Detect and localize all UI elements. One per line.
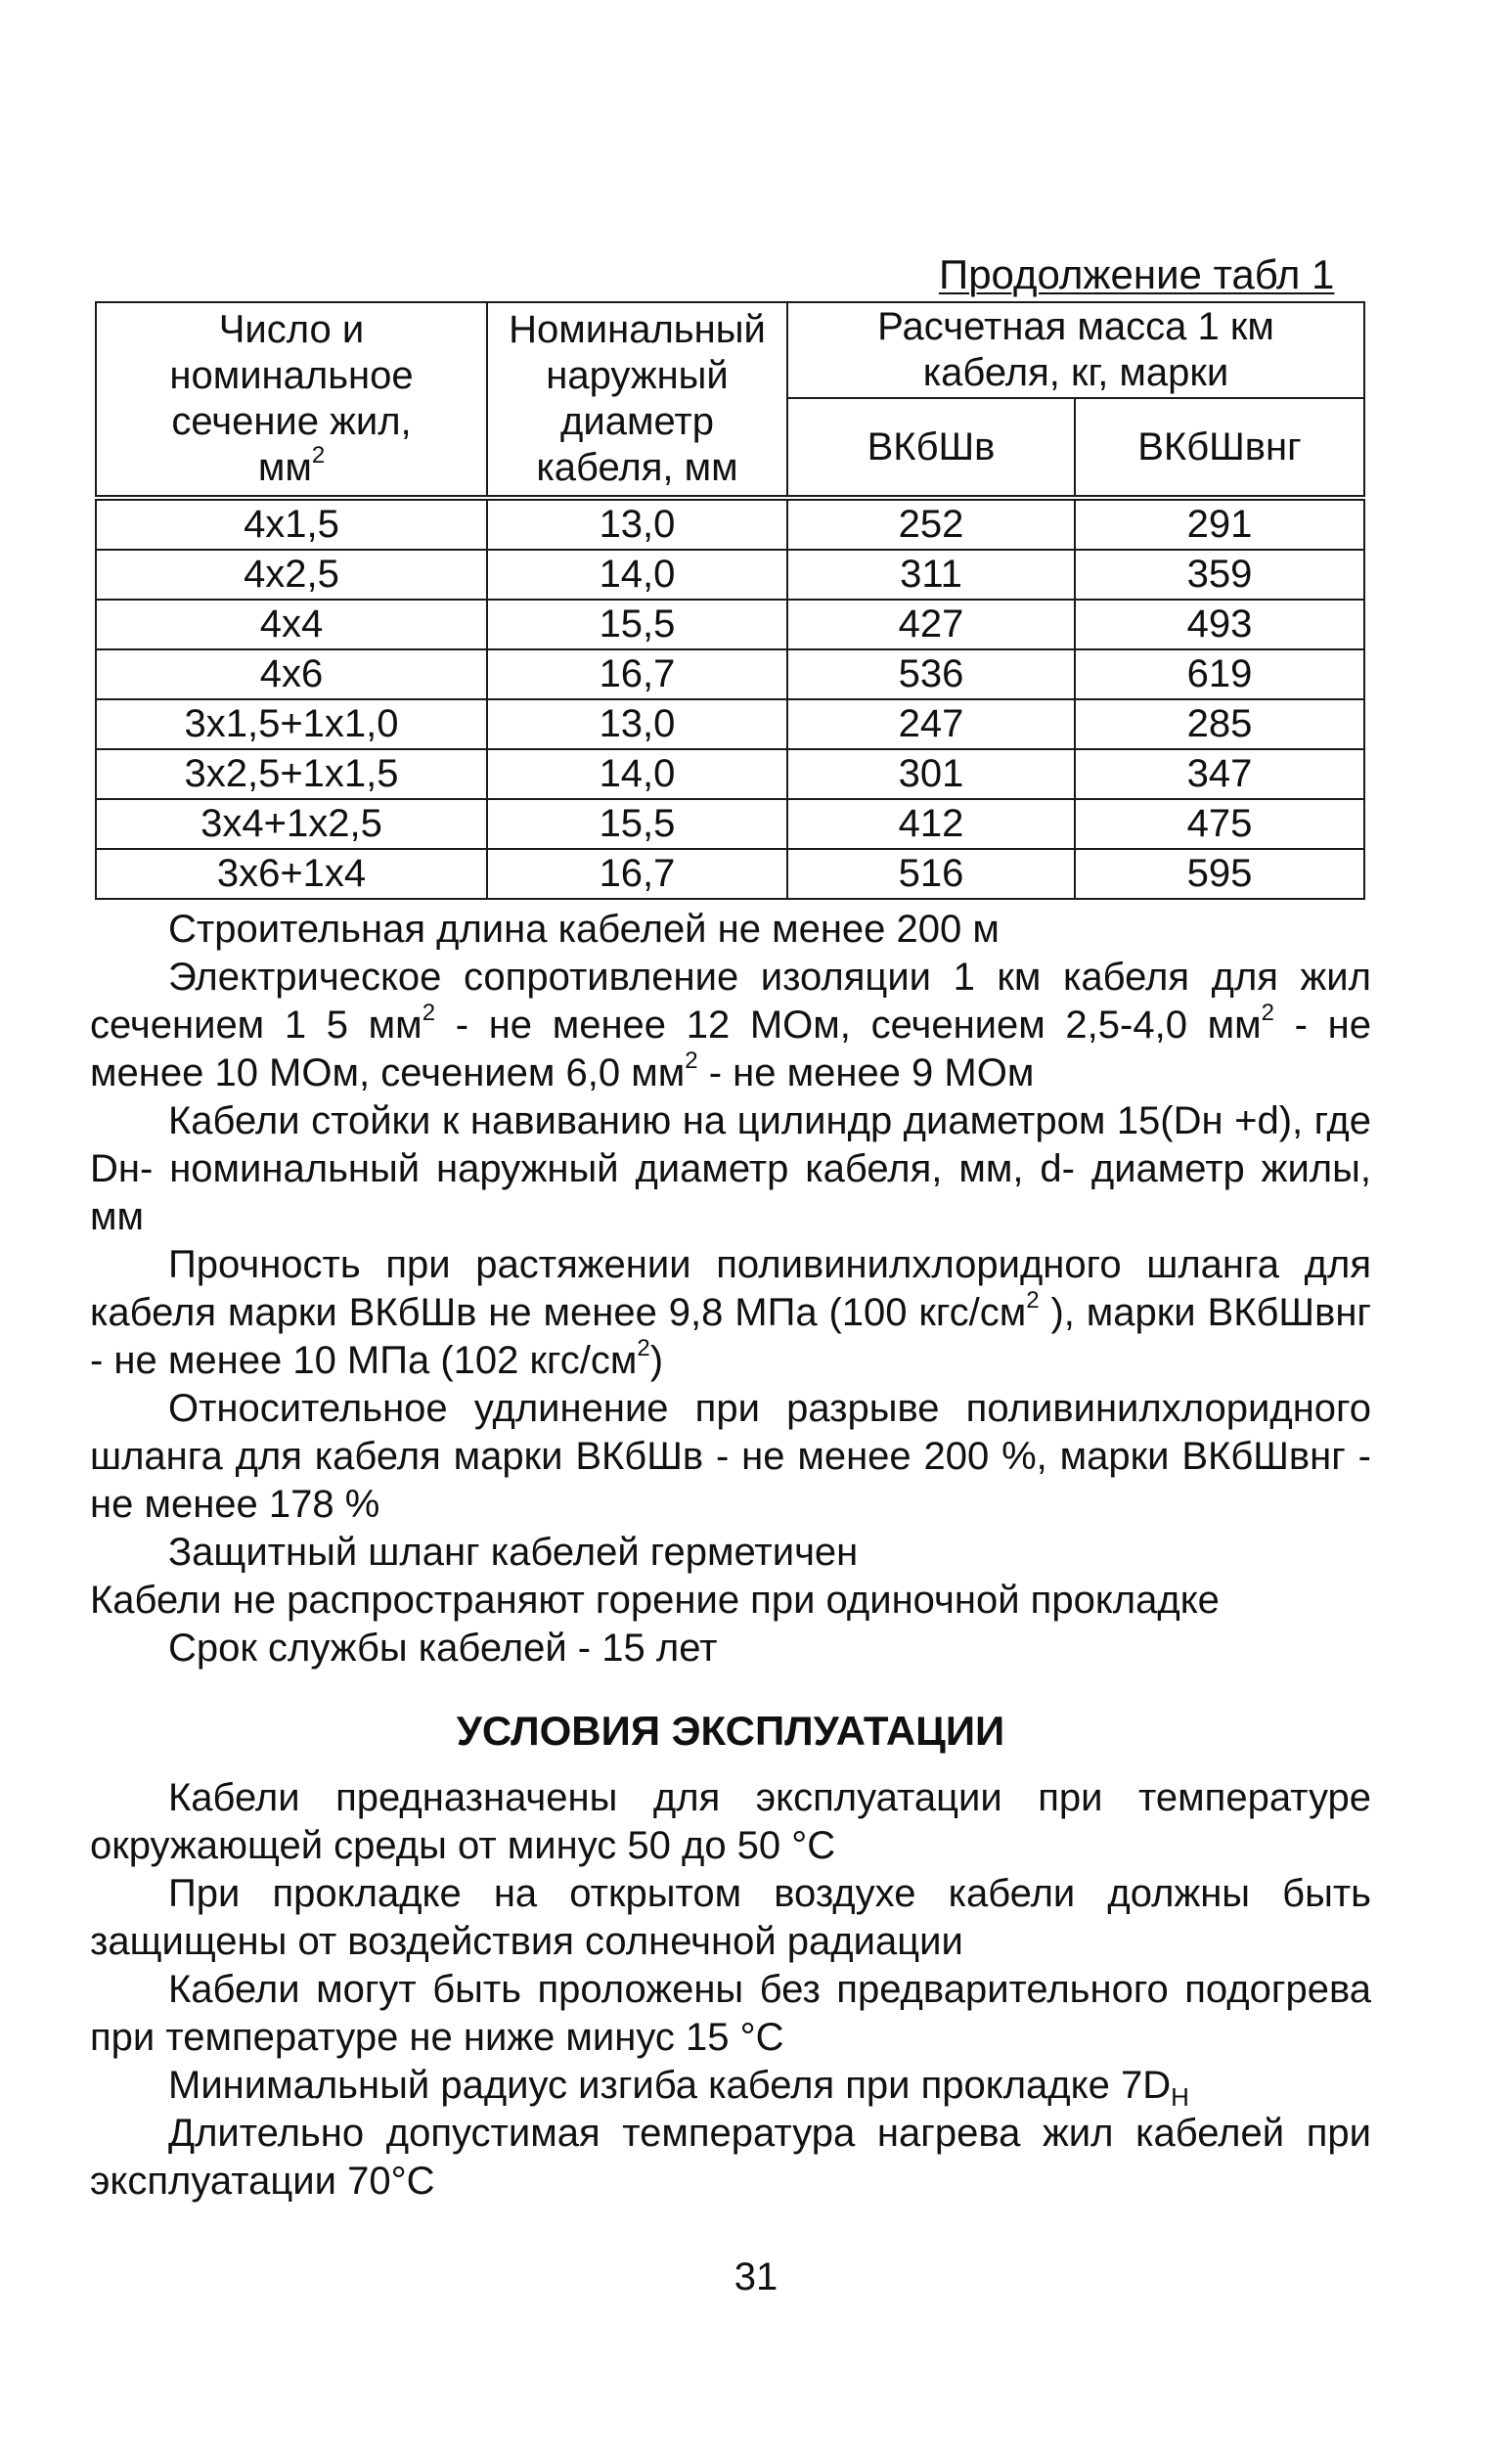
cell-section: 3х6+1х4 bbox=[96, 849, 487, 899]
cell-diameter: 14,0 bbox=[487, 749, 787, 799]
table-continuation-caption: Продолжение табл 1 bbox=[939, 251, 1335, 297]
cell-diameter: 13,0 bbox=[487, 498, 787, 550]
page-number: 31 bbox=[734, 2255, 778, 2298]
table-row bbox=[96, 749, 1364, 799]
cell-mass-vkbshv: 516 bbox=[787, 849, 1075, 899]
paragraph-bend-radius: Минимальный радиус изгиба кабеля при прокладке $7D_Н$ bbox=[168, 2064, 1189, 2112]
cell-mass-vkbshvng: 595 bbox=[1075, 849, 1364, 899]
cell-section: 4х4 bbox=[96, 600, 487, 649]
header-diameter: Номинальный наружный диаметр кабеля, мм bbox=[487, 302, 787, 498]
cell-diameter: 16,7 bbox=[487, 849, 787, 899]
cell-diameter: 15,5 bbox=[487, 600, 787, 649]
table-row bbox=[96, 498, 1364, 550]
cell-section: 3х2,5+1х1,5 bbox=[96, 749, 487, 799]
cell-mass-vkbshv: 427 bbox=[787, 600, 1075, 649]
table-row bbox=[96, 649, 1364, 699]
cell-mass-vkbshv: 247 bbox=[787, 699, 1075, 749]
cell-diameter: 14,0 bbox=[487, 550, 787, 600]
cell-mass-vkbshvng: 475 bbox=[1075, 799, 1364, 849]
cell-diameter: 16,7 bbox=[487, 649, 787, 699]
cell-section: 4х6 bbox=[96, 649, 487, 699]
table-row bbox=[96, 600, 1364, 649]
header-brand-vkbshvng: ВКбШвнг bbox=[1075, 398, 1364, 498]
paragraph-laying-temperature: Кабели могут быть проложены без предварительного подогрева при температуре не ниже минус 15 °С bbox=[90, 1968, 1371, 2059]
section-heading-operating-conditions: УСЛОВИЯ ЭКСПЛУАТАЦИИ bbox=[456, 1708, 1005, 1754]
paragraph-ambient-temperature: Кабели предназначены для эксплуатации при температуре окружающей среды от минус 50 до 50 °С bbox=[90, 1776, 1371, 1867]
cell-mass-vkbshv: 301 bbox=[787, 749, 1075, 799]
table-row bbox=[96, 699, 1364, 749]
paragraph-service-life: Срок службы кабелей - 15 лет bbox=[168, 1627, 718, 1670]
paragraph-solar-protection: При прокладке на открытом воздухе кабели должны быть защищены от воздействия солнечной радиации bbox=[90, 1872, 1371, 1963]
cell-mass-vkbshvng: 619 bbox=[1075, 649, 1364, 699]
paragraph-winding-resistance: Кабели стойки к навиванию на цилиндр диаметром 15(Dн +d), где Dн- номинальный наружный диаметр кабеля, мм, d- диаметр жилы, мм bbox=[90, 1099, 1371, 1238]
cell-section: 3х1,5+1х1,0 bbox=[96, 699, 487, 749]
cell-mass-vkbshvng: 493 bbox=[1075, 600, 1364, 649]
cell-diameter: 15,5 bbox=[487, 799, 787, 849]
cell-mass-vkbshv: 252 bbox=[787, 498, 1075, 550]
paragraph-core-temperature: Длительно допустимая температура нагрева жил кабелей при эксплуатации 70°С bbox=[90, 2112, 1371, 2203]
cell-diameter: 13,0 bbox=[487, 699, 787, 749]
cell-mass-vkbshvng: 291 bbox=[1075, 498, 1364, 550]
cell-mass-vkbshvng: 359 bbox=[1075, 550, 1364, 600]
paragraph-elongation: Относительное удлинение при разрыве поливинилхлоридного шланга для кабеля марки ВКбШв - не менее 200 %, марки ВКбШвнг - не менее 178 % bbox=[90, 1387, 1371, 1526]
header-brand-vkbshv: ВКбШв bbox=[787, 398, 1075, 498]
cell-section: 3х4+1х2,5 bbox=[96, 799, 487, 849]
paragraph-flame-spread: Кабели не распространяют горение при одиночной прокладке bbox=[90, 1579, 1220, 1622]
table-row bbox=[96, 550, 1364, 600]
cell-section: 4х2,5 bbox=[96, 550, 487, 600]
cable-mass-table bbox=[95, 301, 1365, 900]
header-section: Число и номинальное сечение жил, $мм^2$ bbox=[96, 302, 487, 498]
cell-mass-vkbshvng: 347 bbox=[1075, 749, 1364, 799]
paragraph-hose-sealed: Защитный шланг кабелей герметичен bbox=[168, 1531, 859, 1574]
cell-section: 4х1,5 bbox=[96, 498, 487, 550]
header-mass-group: Расчетная масса 1 км кабеля, кг, марки bbox=[787, 302, 1364, 398]
cell-mass-vkbshv: 536 bbox=[787, 649, 1075, 699]
cell-mass-vkbshv: 311 bbox=[787, 550, 1075, 600]
paragraph-tensile-strength: Прочность при растяжении поливинилхлоридного шланга для кабеля марки ВКбШв не менее 9,8 МПа (100 кгс/$см^2$ ), марки ВКбШвнг - не менее 10 МПа (102 кгс/$см^2$) bbox=[90, 1243, 1372, 1382]
paragraph-insulation-resistance: Электрическое сопротивление изоляции 1 км кабеля для жил сечением 1 5 $мм^2$ - не менее 12 МОм, сечением 2,5-4,0 $мм^2$ - не менее 10 МОм, сечением 6,0 $мм^2$ - не менее 9 МОм bbox=[90, 956, 1371, 1094]
paragraph-construction-length: Строительная длина кабелей не менее 200 м bbox=[168, 908, 1000, 951]
cell-mass-vkbshv: 412 bbox=[787, 799, 1075, 849]
body-text bbox=[90, 906, 1371, 2206]
cell-mass-vkbshvng: 285 bbox=[1075, 699, 1364, 749]
table-row bbox=[96, 799, 1364, 849]
table-row bbox=[96, 849, 1364, 899]
